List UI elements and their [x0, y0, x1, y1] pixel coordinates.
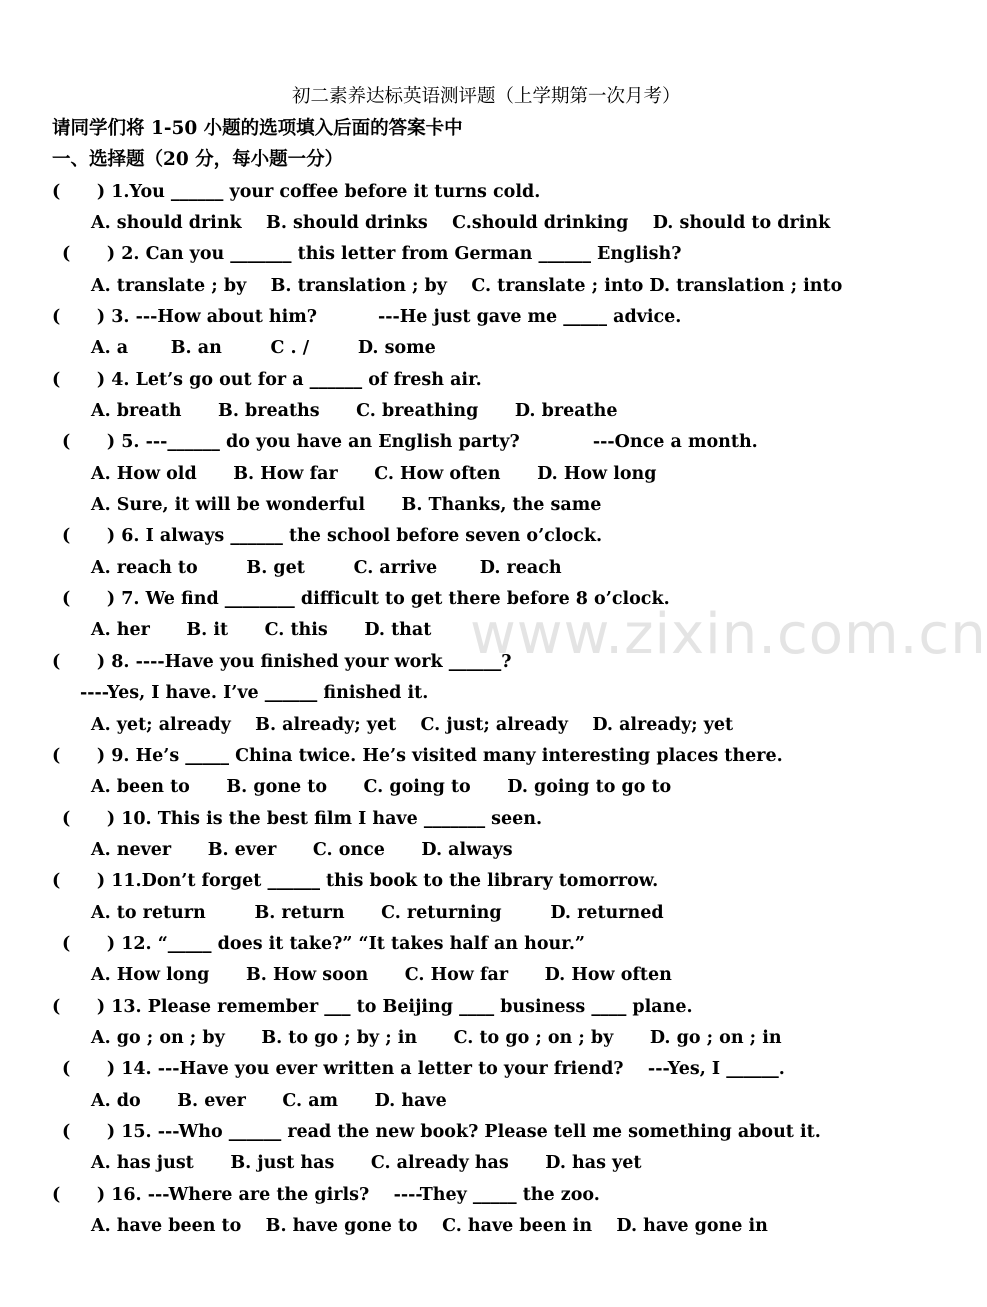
- question-3: ( ) 3. ---How about him? ---He just gave me _____ advice.: [52, 307, 682, 327]
- instruction: 请同学们将 1-50 小题的选项填入后面的答案卡中: [52, 118, 463, 139]
- section-heading: 一、选择题（20 分，每小题一分）: [52, 149, 344, 170]
- question-6: ( ) 6. I always ______ the school before seven o’clock.: [62, 526, 603, 546]
- question-14: ( ) 14. ---Have you ever written a letter to your friend? ---Yes, I ______.: [62, 1059, 785, 1079]
- options-8: A. yet; already B. already; yet C. just; already D. already; yet: [91, 715, 734, 735]
- options-1: A. should drink B. should drinks C.should drinking D. should to drink: [91, 213, 831, 233]
- question-8-reply: ----Yes, I have. I’ve ______ finished it.: [80, 683, 429, 703]
- options-16: A. have been to B. have gone to C. have been in D. have gone in: [91, 1216, 768, 1236]
- watermark: www.zixin.com.cn: [470, 602, 987, 667]
- options-14: A. do B. ever C. am D. have: [91, 1091, 447, 1111]
- question-13: ( ) 13. Please remember ___ to Beijing ____ business ____ plane.: [52, 997, 693, 1017]
- question-12: ( ) 12. “_____ does it take?” “It takes half an hour.”: [62, 934, 585, 954]
- options-12: A. How long B. How soon C. How far D. How often: [91, 965, 672, 985]
- question-15: ( ) 15. ---Who ______ read the new book? Please tell me something about it.: [62, 1122, 821, 1142]
- options-10: A. never B. ever C. once D. always: [91, 840, 513, 860]
- question-7: ( ) 7. We find ________ difficult to get there before 8 o’clock.: [62, 589, 670, 609]
- options-11: A. to return B. return C. returning D. returned: [91, 903, 664, 923]
- question-4: ( ) 4. Let’s go out for a ______ of fresh air.: [52, 370, 482, 390]
- question-1: ( ) 1.You ______ your coffee before it turns cold.: [52, 182, 541, 202]
- question-11: ( ) 11.Don’t forget ______ this book to the library tomorrow.: [52, 871, 659, 891]
- options-3: A. a B. an C . / D. some: [91, 338, 436, 358]
- options-13: A. go ; on ; by B. to go ; by ; in C. to go ; on ; by D. go ; on ; in: [91, 1028, 782, 1048]
- question-8: ( ) 8. ----Have you finished your work ______?: [52, 652, 512, 672]
- question-16: ( ) 16. ---Where are the girls? ----They _____ the zoo.: [52, 1185, 600, 1205]
- options-6: A. reach to B. get C. arrive D. reach: [91, 558, 562, 578]
- question-9: ( ) 9. He’s _____ China twice. He’s visited many interesting places there.: [52, 746, 783, 766]
- options-15: A. has just B. just has C. already has D. has yet: [91, 1153, 642, 1173]
- question-10: ( ) 10. This is the best film I have _______ seen.: [62, 809, 543, 829]
- options-5-extra: A. Sure, it will be wonderful B. Thanks, the same: [91, 495, 602, 515]
- question-2: ( ) 2. Can you _______ this letter from German ______ English?: [62, 244, 682, 264]
- page-title: 初二素养达标英语测评题（上学期第一次月考）: [292, 86, 681, 107]
- options-7: A. her B. it C. this D. that: [91, 620, 432, 640]
- options-4: A. breath B. breaths C. breathing D. breathe: [91, 401, 618, 421]
- question-5: ( ) 5. ---______ do you have an English party? ---Once a month.: [62, 432, 758, 452]
- options-5: A. How old B. How far C. How often D. How long: [91, 464, 657, 484]
- options-2: A. translate ; by B. translation ; by C. translate ; into D. translation ; into: [91, 276, 843, 296]
- options-9: A. been to B. gone to C. going to D. going to go to: [91, 777, 672, 797]
